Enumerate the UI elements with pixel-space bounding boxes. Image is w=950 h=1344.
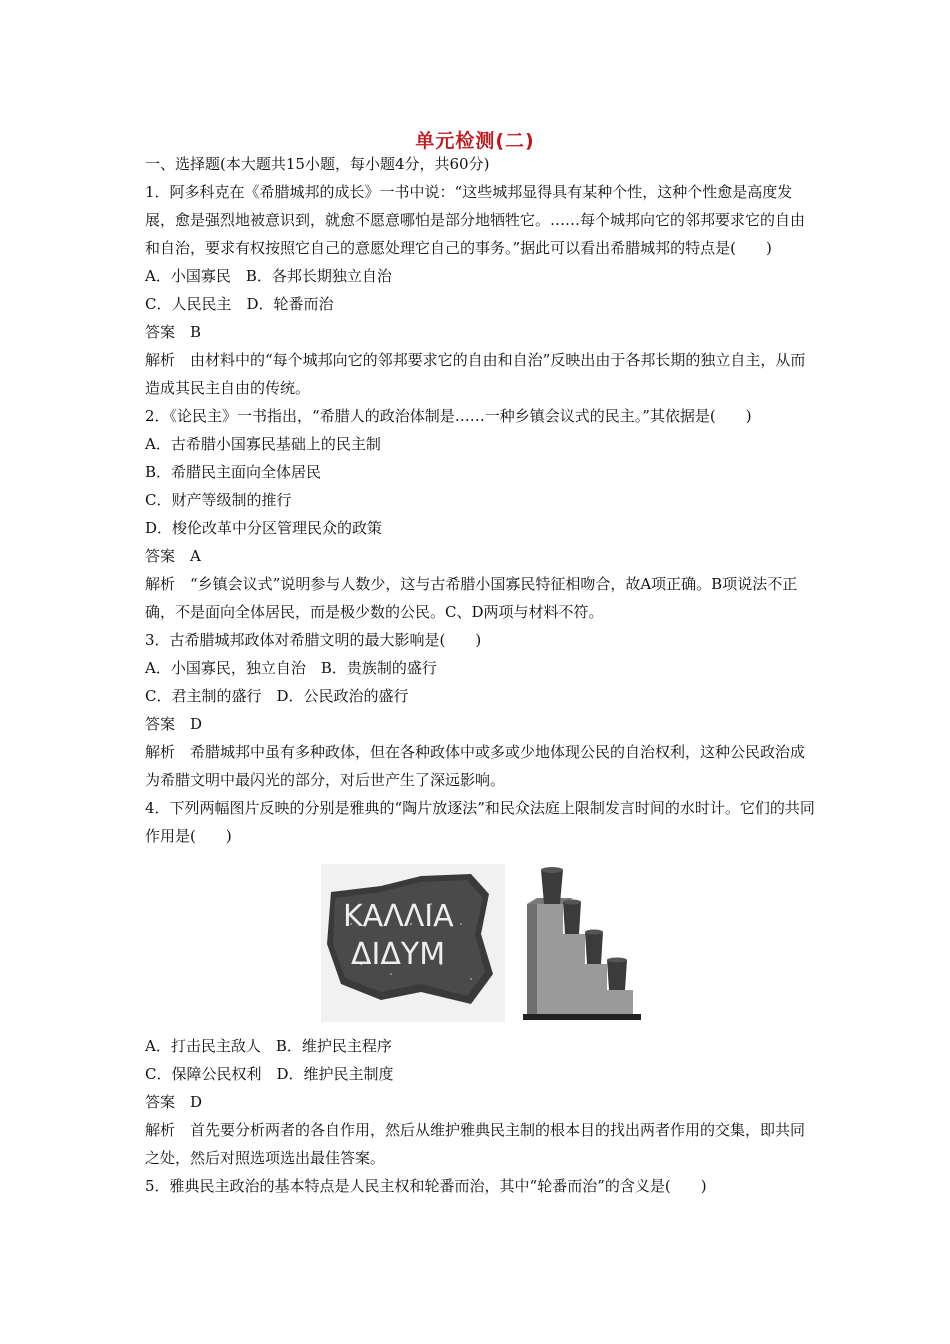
document-body <box>145 150 817 1200</box>
question-2-option-c: C．财产等级制的推行 <box>145 491 292 509</box>
question-2-option-a: A．古希腊小国寡民基础上的民主制 <box>145 435 381 453</box>
water-vessel-middle <box>563 900 581 935</box>
question-4-options-cd: C．保障公民权利 D．维护民主制度 <box>145 1065 394 1083</box>
question-1-options-cd: C．人民民主 D．轮番而治 <box>145 295 334 313</box>
question-1-answer: 答案 B <box>145 323 202 341</box>
question-2-option-b: B．希腊民主面向全体居民 <box>145 463 322 481</box>
ostracon-image <box>321 864 505 1022</box>
question-1-analysis: 解析 由材料中的“每个城邦向它的邻邦要求它的自由和自治”反映出由于各邦长期的独立自主，从而造成其民主自由的传统。 <box>145 351 806 397</box>
water-clock-image <box>523 864 641 1022</box>
question-3-answer: 答案 D <box>145 715 203 733</box>
ostracon-inscription-line-2: ΔΙΔΥΜ <box>351 937 446 972</box>
ostracon-inscription-line-1: ΚΑΛΛΙΑ <box>343 899 454 934</box>
water-vessel-bottom <box>607 958 627 991</box>
question-3-stem: 3．古希腊城邦政体对希腊文明的最大影响是( ) <box>145 631 482 649</box>
question-3-analysis: 解析 希腊城邦中虽有多种政体，但在各种政体中或多或少地体现公民的自治权利，这种公民政治成为希腊文明中最闪光的部分，对后世产生了深远影响。 <box>145 743 806 789</box>
question-4-answer: 答案 D <box>145 1093 203 1111</box>
water-vessel-lower <box>585 930 603 965</box>
question-2-option-d: D．梭伦改革中分区管理民众的政策 <box>145 519 383 537</box>
question-1-stem: 1．阿多科克在《希腊城邦的成长》一书中说：“这些城邦显得具有某种个性，这种个性愈是高度发展，愈是强烈地被意识到，就愈不愿意哪怕是部分地牺牲它。……每个城邦向它的邻邦要求它的自由和自治，要求有权按照它自己的意愿处理它自己的事务。”据此可以看出希腊城邦的特点是( ) <box>145 183 806 257</box>
question-2-stem: 2．《论民主》一书指出，“希腊人的政治体制是……一种乡镇会议式的民主。”其依据是( ) <box>145 407 752 425</box>
question-4-options-ab: A．打击民主敌人 B．维护民主程序 <box>145 1037 392 1055</box>
page-title: 单元检测(二) <box>415 130 535 152</box>
question-4-figures <box>145 864 817 1022</box>
section-heading: 一、选择题(本大题共15小题，每小题4分，共60分) <box>145 155 490 173</box>
question-3-options-ab: A．小国寡民，独立自治 B．贵族制的盛行 <box>145 659 437 677</box>
question-5-stem: 5．雅典民主政治的基本特点是人民主权和轮番而治，其中“轮番而治”的含义是( ) <box>145 1177 707 1195</box>
question-3-options-cd: C．君主制的盛行 D．公民政治的盛行 <box>145 687 409 705</box>
question-2-analysis: 解析 “乡镇会议式”说明参与人数少，这与古希腊小国寡民特征相吻合，故A项正确。B项说法不正确，不是面向全体居民，而是极少数的公民。C、D两项与材料不符。 <box>145 575 798 621</box>
question-4-analysis: 解析 首先要分析两者的各自作用，然后从维护雅典民主制的根本目的找出两者作用的交集，即共同之处，然后对照选项选出最佳答案。 <box>145 1121 806 1167</box>
water-vessel-top <box>541 867 563 904</box>
question-2-answer: 答案 A <box>145 547 201 565</box>
question-1-options-ab: A．小国寡民 B．各邦长期独立自治 <box>145 267 392 285</box>
question-4-stem: 4．下列两幅图片反映的分别是雅典的“陶片放逐法”和民众法庭上限制发言时间的水时计。它们的共同作用是( ) <box>145 799 815 845</box>
